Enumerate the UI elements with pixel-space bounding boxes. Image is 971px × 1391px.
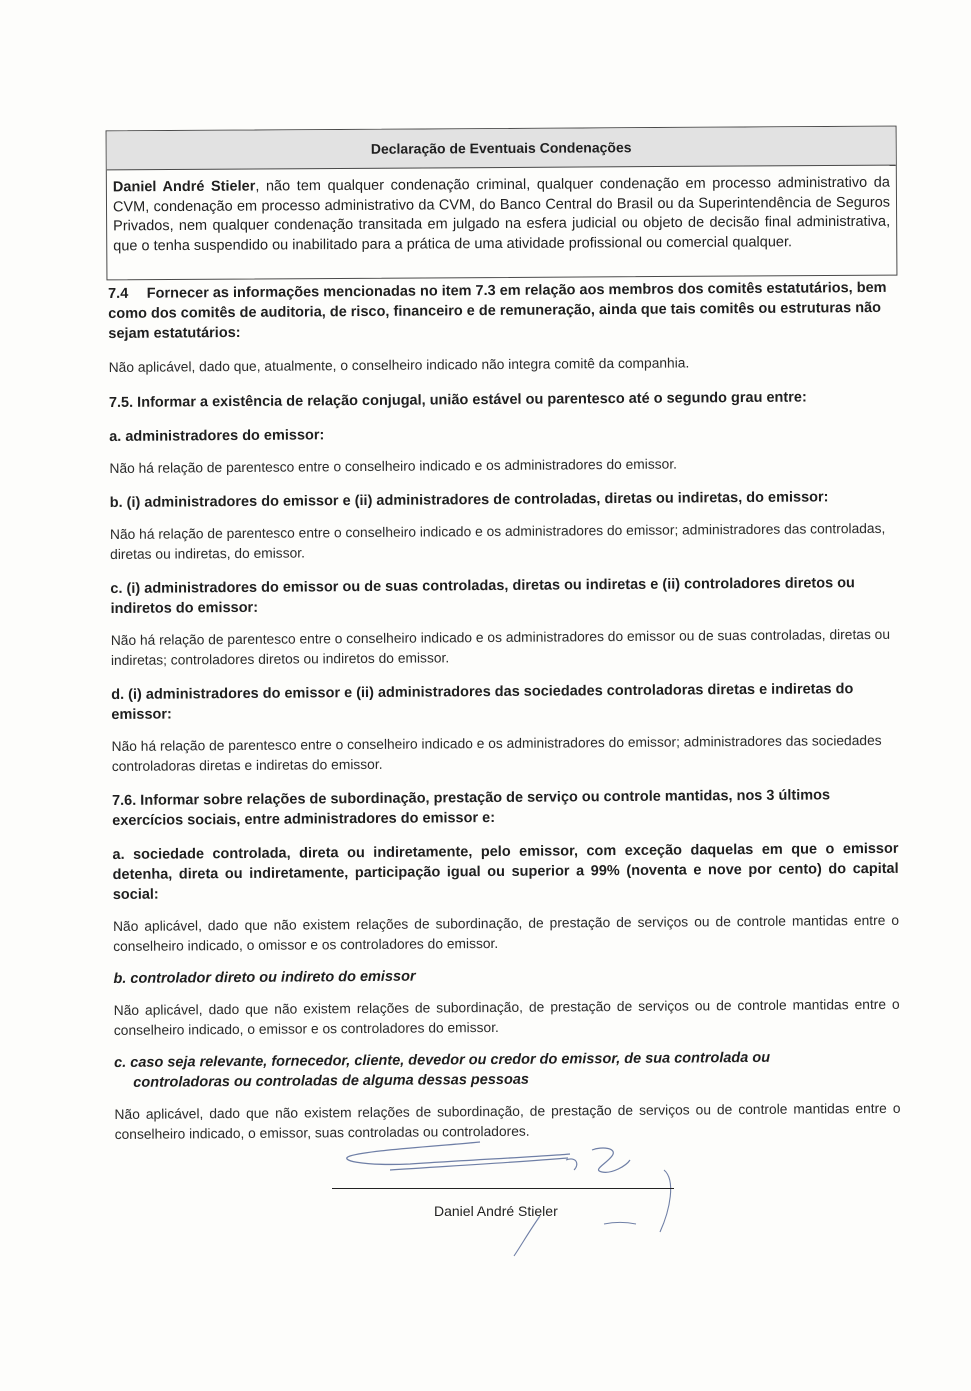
section-7-6-c-answer: Não aplicável, dado que não existem relações de subordinação, de prestação de serviços ou de controle mantidas entre o conselheiro indicado, o emissor, suas controladas ou controladores. xyxy=(114,1100,901,1142)
section-7-6-b-answer: Não aplicável, dado que não existem relações de subordinação, de prestação de serviços ou de controle mantidas entre o conselheiro indicado, o emissor e os controladores do emissor. xyxy=(113,996,900,1038)
section-7-5-b-answer: Não há relação de parentesco entre o conselheiro indicado e os administradores do emissor; administradores das controladas, diretas ou indiretas, do emissor. xyxy=(109,520,886,562)
convictions-declaration-box xyxy=(106,126,898,281)
section-7-5-d-answer: Não há relação de parentesco entre o conselheiro indicado e os administradores do emissor; administradores das sociedades controladoras diretas e indiretas do emissor. xyxy=(111,732,882,774)
signature-line xyxy=(332,1188,674,1189)
section-7-5-c-answer: Não há relação de parentesco entre o conselheiro indicado e os administradores do emissor ou de suas controladas, diretas ou indiretas; controladores diretos ou indiretos do emissor. xyxy=(110,626,891,668)
box-header: Declaração de Eventuais Condenações xyxy=(107,127,896,171)
box-body xyxy=(107,166,897,257)
section-7-4-question: 7.4 Fornecer as informações mencionadas no item 7.3 em relação aos membros dos comitês estatutários, bem como dos comitês de auditoria, de risco, financeiro e de remuneração, ainda que tais comitês ou estruturas não sejam estatutários: xyxy=(108,279,887,342)
section-7-6-a-question: a. sociedade controlada, direta ou indiretamente, pelo emissor, com exceção daquelas em que o emissor detenha, direta ou indiretamente, participação igual ou superior a 99% (noventa e nove por cento) do capital social: xyxy=(112,840,899,903)
section-7-6-c-question-line2: controladoras ou controladas de alguma dessas pessoas xyxy=(133,1071,529,1091)
signature-block xyxy=(330,1140,680,1260)
handwritten-signature-icon xyxy=(330,1140,680,1260)
section-7-6-c-question-line1: c. caso seja relevante, fornecedor, cliente, devedor ou credor do emissor, de sua controlada ou xyxy=(114,1049,771,1071)
section-7-6-b-question: b. controlador direto ou indireto do emissor xyxy=(113,968,416,987)
section-7-6-question: 7.6. Informar sobre relações de subordinação, prestação de serviço ou controle mantidas, nos 3 últimos exercícios sociais, entre administradores do emissor e: xyxy=(111,787,831,829)
declaration-text: , não tem qualquer condenação criminal, qualquer condenação em processo administrativo da CVM, condenação em processo administrativo da CVM, do Banco Central do Brasil ou da Superintendência de Seguros Privados, nem qualquer condenação transitada em julgado na esfera judicial ou objeto de decisão final administrativa, que o tenha suspendido ou inabilitado para a prática de uma atividade profissional ou comercial qualquer. xyxy=(112,174,891,254)
section-7-5-c-question: c. (i) administradores do emissor ou de suas controladas, diretas ou indiretas e (ii) controladores diretos ou indiretos do emissor: xyxy=(110,575,855,617)
declarant-name: Daniel André Stieler xyxy=(112,178,256,196)
document-content xyxy=(108,278,901,1145)
section-7-6-a-answer: Não aplicável, dado que não existem relações de subordinação, de prestação de serviços ou de controle mantidas entre o conselheiro indicado, o omissor e os controladores do emissor. xyxy=(112,912,900,954)
signatory-name: Daniel André Stieler xyxy=(434,1203,558,1219)
section-7-5-b-question: b. (i) administradores do emissor e (ii) administradores de controladas, diretas ou indiretas, do emissor: xyxy=(109,489,829,511)
section-7-4-answer: Não aplicável, dado que, atualmente, o conselheiro indicado não integra comitê da companhia. xyxy=(108,355,690,375)
section-7-5-a-question: a. administradores do emissor: xyxy=(109,427,325,445)
section-7-5-a-answer: Não há relação de parentesco entre o conselheiro indicado e os administradores do emissor. xyxy=(109,456,678,476)
section-7-5-d-question: d. (i) administradores do emissor e (ii) administradores das sociedades controladoras diretas e indiretas do emissor: xyxy=(111,681,854,723)
section-7-5-question: 7.5. Informar a existência de relação conjugal, união estável ou parentesco até o segundo grau entre: xyxy=(108,389,807,411)
